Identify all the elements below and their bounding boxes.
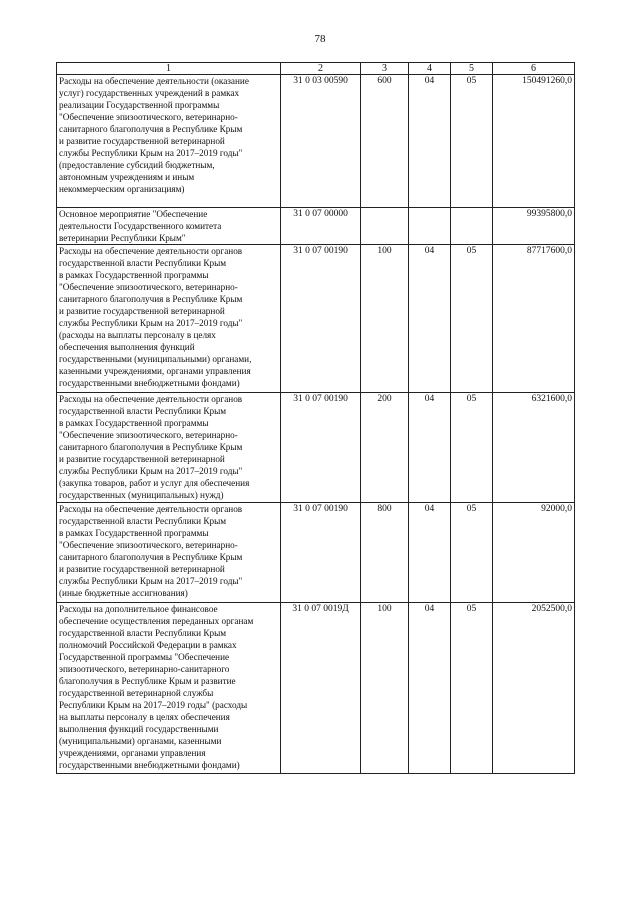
row-description: Расходы на обеспечение деятельности (оказание услуг) государственных учреждений в рамках реализации Государственной программы "Обеспечение эпизоотического, ветеринарно- санитарного благополучия в Республике Крым и развитие государственной ветеринарной службы Республики Крым на 2017–2019 годы" (предоставление субсидий бюджетным, автономным учреждениям и иным некоммерческим организациям)	[57, 75, 281, 208]
header-row	[57, 63, 575, 75]
column-header-6: 6	[493, 63, 575, 75]
table-row	[57, 208, 575, 245]
row-amount: 6321600,0	[493, 393, 575, 503]
column-header-4: 4	[409, 63, 451, 75]
row-col4: 04	[409, 503, 451, 603]
row-col5: 05	[451, 393, 493, 503]
row-col5	[451, 208, 493, 245]
row-code: 31 0 07 00190	[281, 245, 361, 393]
row-col5: 05	[451, 245, 493, 393]
row-amount: 92000,0	[493, 503, 575, 603]
row-code: 31 0 07 0019Д	[281, 603, 361, 774]
row-col3: 200	[361, 393, 409, 503]
row-amount: 87717600,0	[493, 245, 575, 393]
row-col5: 05	[451, 75, 493, 208]
column-header-3: 3	[361, 63, 409, 75]
row-code: 31 0 07 00190	[281, 393, 361, 503]
row-description: Расходы на обеспечение деятельности органов государственной власти Республики Крым в рамках Государственной программы "Обеспечение эпизоотического, ветеринарно- санитарного благополучия в Республике Крым и развитие государственной ветеринарной службы Республики Крым на 2017–2019 годы" (закупка товаров, работ и услуг для обеспечения государственных (муниципальных) нужд)	[57, 393, 281, 503]
row-description: Расходы на дополнительное финансовое обеспечение осуществления переданных органам государственной власти Республики Крым полномочий Российской Федерации в рамках Государственной программы "Обеспечение эпизоотического, ветеринарно-санитарного благополучия в Республике Крым и развитие государственной ветеринарной службы Республики Крым на 2017–2019 годы" (расходы на выплаты персоналу в целях обеспечения выполнения функций государственными (муниципальными) органами, казенными учреждениями, органами управления государственными внебюджетными фондами)	[57, 603, 281, 774]
row-col4	[409, 208, 451, 245]
page-number: 78	[314, 33, 326, 45]
row-code: 31 0 07 00190	[281, 503, 361, 603]
row-amount: 99395800,0	[493, 208, 575, 245]
table-row	[57, 245, 575, 393]
row-amount: 150491260,0	[493, 75, 575, 208]
row-amount: 2052500,0	[493, 603, 575, 774]
column-header-2: 2	[281, 63, 361, 75]
row-description: Расходы на обеспечение деятельности органов государственной власти Республики Крым в рамках Государственной программы "Обеспечение эпизоотического, ветеринарно- санитарного благополучия в Республике Крым и развитие государственной ветеринарной службы Республики Крым на 2017–2019 годы" (иные бюджетные ассигнования)	[57, 503, 281, 603]
row-col5: 05	[451, 503, 493, 603]
row-description: Расходы на обеспечение деятельности органов государственной власти Республики Крым в рамках Государственной программы "Обеспечение эпизоотического, ветеринарно- санитарного благополучия в Республике Крым и развитие государственной ветеринарной службы Республики Крым на 2017–2019 годы" (расходы на выплаты персоналу в целях обеспечения выполнения функций государственными (муниципальными) органами, казенными учреждениями, органами управления государственными внебюджетными фондами)	[57, 245, 281, 393]
column-header-1: 1	[57, 63, 281, 75]
table-row	[57, 393, 575, 503]
table-row	[57, 75, 575, 208]
row-col3: 100	[361, 603, 409, 774]
row-code: 31 0 03 00590	[281, 75, 361, 208]
row-code: 31 0 07 00000	[281, 208, 361, 245]
budget-table	[56, 62, 575, 774]
table-row	[57, 503, 575, 603]
column-header-5: 5	[451, 63, 493, 75]
row-col3: 800	[361, 503, 409, 603]
row-description: Основное мероприятие "Обеспечение деятельности Государственного комитета ветеринарии Республики Крым"	[57, 208, 281, 245]
row-col3: 100	[361, 245, 409, 393]
row-col4: 04	[409, 603, 451, 774]
row-col5: 05	[451, 603, 493, 774]
row-col4: 04	[409, 393, 451, 503]
row-col4: 04	[409, 245, 451, 393]
row-col3: 600	[361, 75, 409, 208]
table-row	[57, 603, 575, 774]
row-col4: 04	[409, 75, 451, 208]
row-col3	[361, 208, 409, 245]
